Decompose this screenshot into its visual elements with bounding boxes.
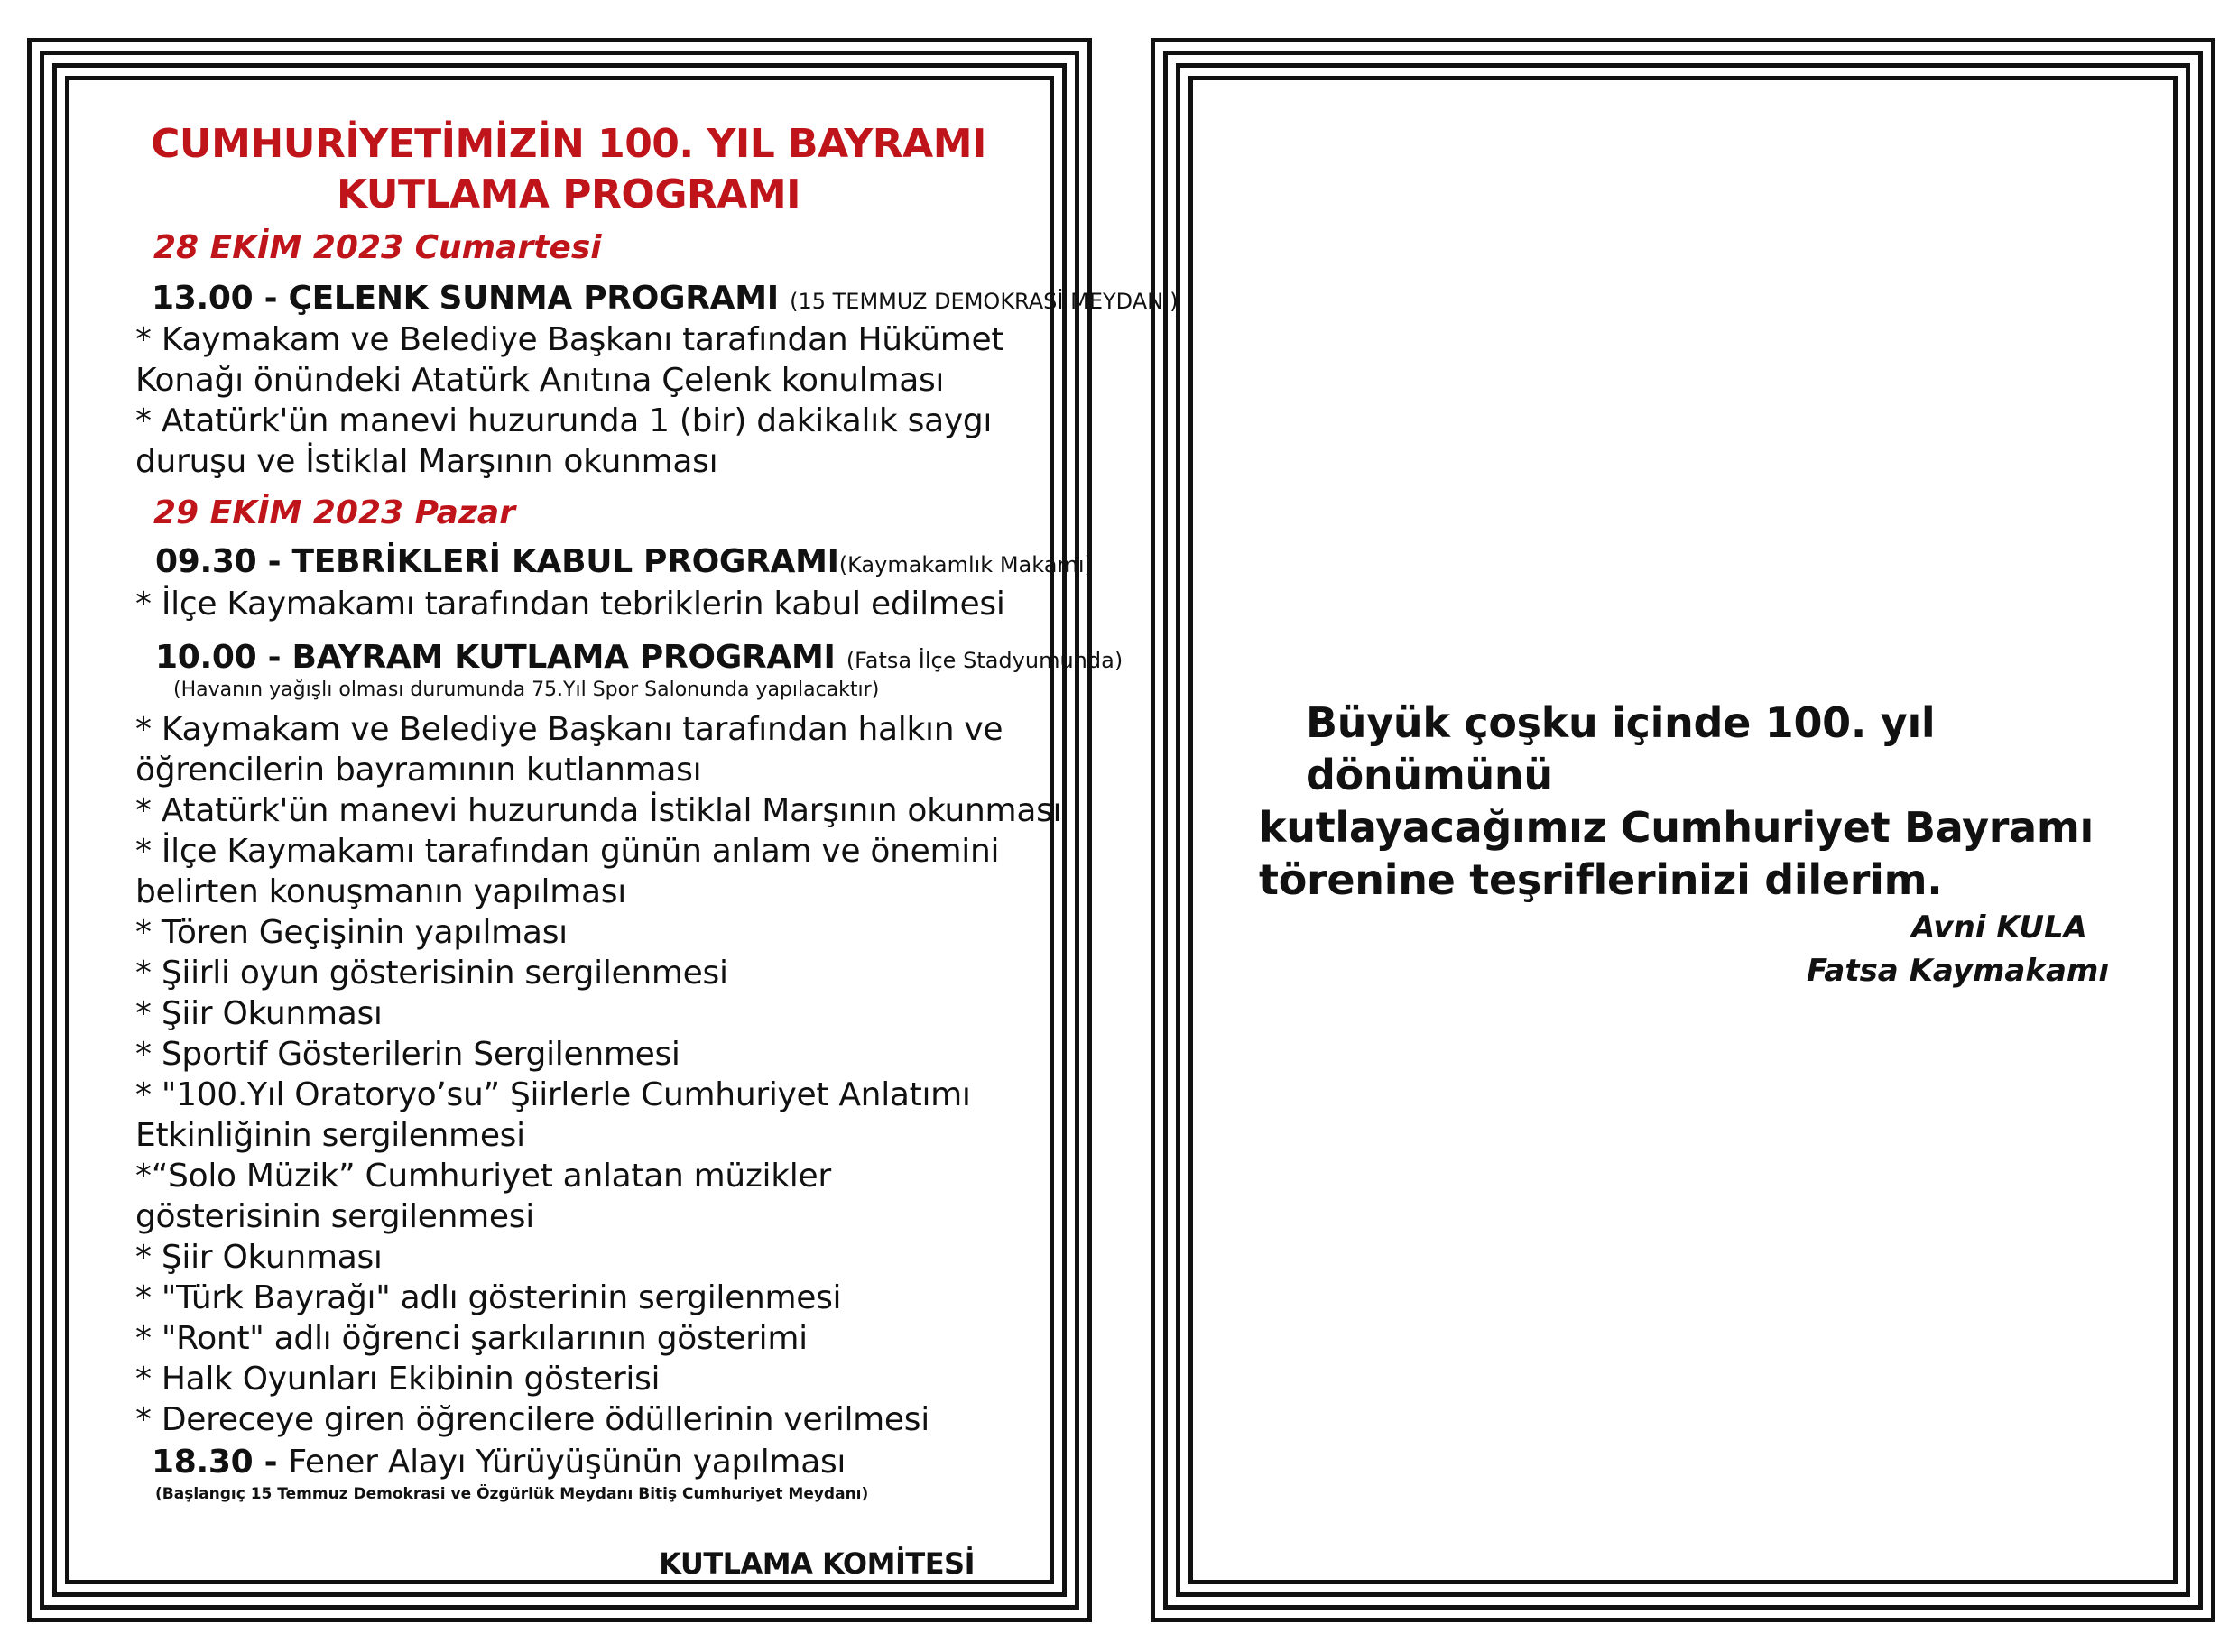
list-item: * Halk Oyunları Ekibinin gösterisi (135, 1361, 661, 1398)
program-location: (Fatsa İlçe Stadyumunda) (846, 648, 1124, 673)
list-item: * Şiir Okunması (135, 995, 383, 1032)
day1-program-heading (152, 280, 1179, 317)
list-item: * Tören Geçişinin yapılması (135, 914, 568, 951)
invitation-panel (1151, 38, 2215, 1622)
signature-block (1807, 906, 2109, 992)
list-item: Etkinliğinin sergilenmesi (135, 1117, 525, 1154)
day2-date: 29 EKİM 2023 Pazar (153, 494, 515, 531)
list-item: * İlçe Kaymakamı tarafından tebriklerin kabul edilmesi (135, 586, 1005, 623)
list-item: * Sportif Gösterilerin Sergilenmesi (135, 1036, 680, 1073)
program-location: (Kaymakamlık Makamı) (838, 552, 1093, 577)
invitation-line: törenine teşriflerinizi dilerim. (1259, 855, 1943, 904)
weather-note: (Havanın yağışlı olması durumunda 75.Yıl Spor Salonunda yapılacaktır) (173, 678, 880, 701)
list-item: * "Türk Bayrağı" adlı gösterinin sergilenmesi (135, 1279, 842, 1316)
list-item: *“Solo Müzik” Cumhuriyet anlatan müzikler (135, 1158, 831, 1195)
list-item: * "100.Yıl Oratoryo’su” Şiirlerle Cumhuriyet Anlatımı (135, 1076, 971, 1113)
list-item: * İlçe Kaymakamı tarafından günün anlam ve önemini (135, 833, 1000, 870)
route-note: (Başlangıç 15 Temmuz Demokrasi ve Özgürlük Meydanı Bitiş Cumhuriyet Meydanı) (155, 1485, 869, 1503)
signer-name: Avni KULA (1910, 909, 2087, 946)
program-location: (15 TEMMUZ DEMOKRASİ MEYDANI) (790, 289, 1179, 314)
signer-title: Fatsa Kaymakamı (1807, 953, 2109, 989)
list-item: * Şiirli oyun gösterisinin sergilenmesi (135, 955, 728, 992)
day2-program2-heading (155, 639, 1123, 676)
list-item: Konağı önündeki Atatürk Anıtına Çelenk konulması (135, 362, 945, 399)
list-item: * Atatürk'ün manevi huzurunda 1 (bir) dakikalık saygı (135, 402, 993, 439)
list-item: belirten konuşmanın yapılması (135, 873, 626, 910)
list-item: duruşu ve İstiklal Marşının okunması (135, 443, 718, 480)
list-item: öğrencilerin bayramının kutlanması (135, 752, 702, 789)
list-item: * Kaymakam ve Belediye Başkanı tarafından Hükümet (135, 321, 1004, 358)
program-panel (27, 38, 1179, 1622)
committee-signature: KUTLAMA KOMİTESİ (659, 1546, 975, 1581)
invitation-text (1259, 697, 2125, 906)
list-item: * Kaymakam ve Belediye Başkanı tarafından halkın ve (135, 711, 1003, 748)
list-item: * Şiir Okunması (135, 1239, 383, 1276)
invitation-line: kutlayacağımız Cumhuriyet Bayramı (1259, 803, 2095, 852)
invitation-line: Büyük çoşku içinde 100. yıl dönümünü (1306, 698, 1936, 799)
list-item: * Dereceye giren öğrencilere ödüllerinin verilmesi (135, 1401, 929, 1438)
program-title-line-1: CUMHURİYETİMİZİN 100. YIL BAYRAMI (151, 121, 986, 167)
list-item: gösterisinin sergilenmesi (135, 1198, 534, 1235)
program-title: 13.00 - ÇELENK SUNMA PROGRAMI (152, 280, 779, 317)
list-item: * Atatürk'ün manevi huzurunda İstiklal Marşının okunması (135, 792, 1062, 829)
program-title: Fener Alayı Yürüyüşünün yapılması (288, 1444, 846, 1481)
program-time: 18.30 - (152, 1444, 289, 1481)
day1-date: 28 EKİM 2023 Cumartesi (153, 229, 602, 266)
day2-program1-heading (155, 543, 1093, 580)
list-item: * "Ront" adlı öğrenci şarkılarının gösterimi (135, 1320, 808, 1357)
day2-program3-heading (152, 1444, 846, 1481)
program-title: 10.00 - BAYRAM KUTLAMA PROGRAMI (155, 639, 836, 676)
program-content (99, 38, 1179, 1622)
program-title: 09.30 - TEBRİKLERİ KABUL PROGRAMI (155, 543, 839, 580)
program-title-line-2: KUTLAMA PROGRAMI (336, 171, 801, 217)
